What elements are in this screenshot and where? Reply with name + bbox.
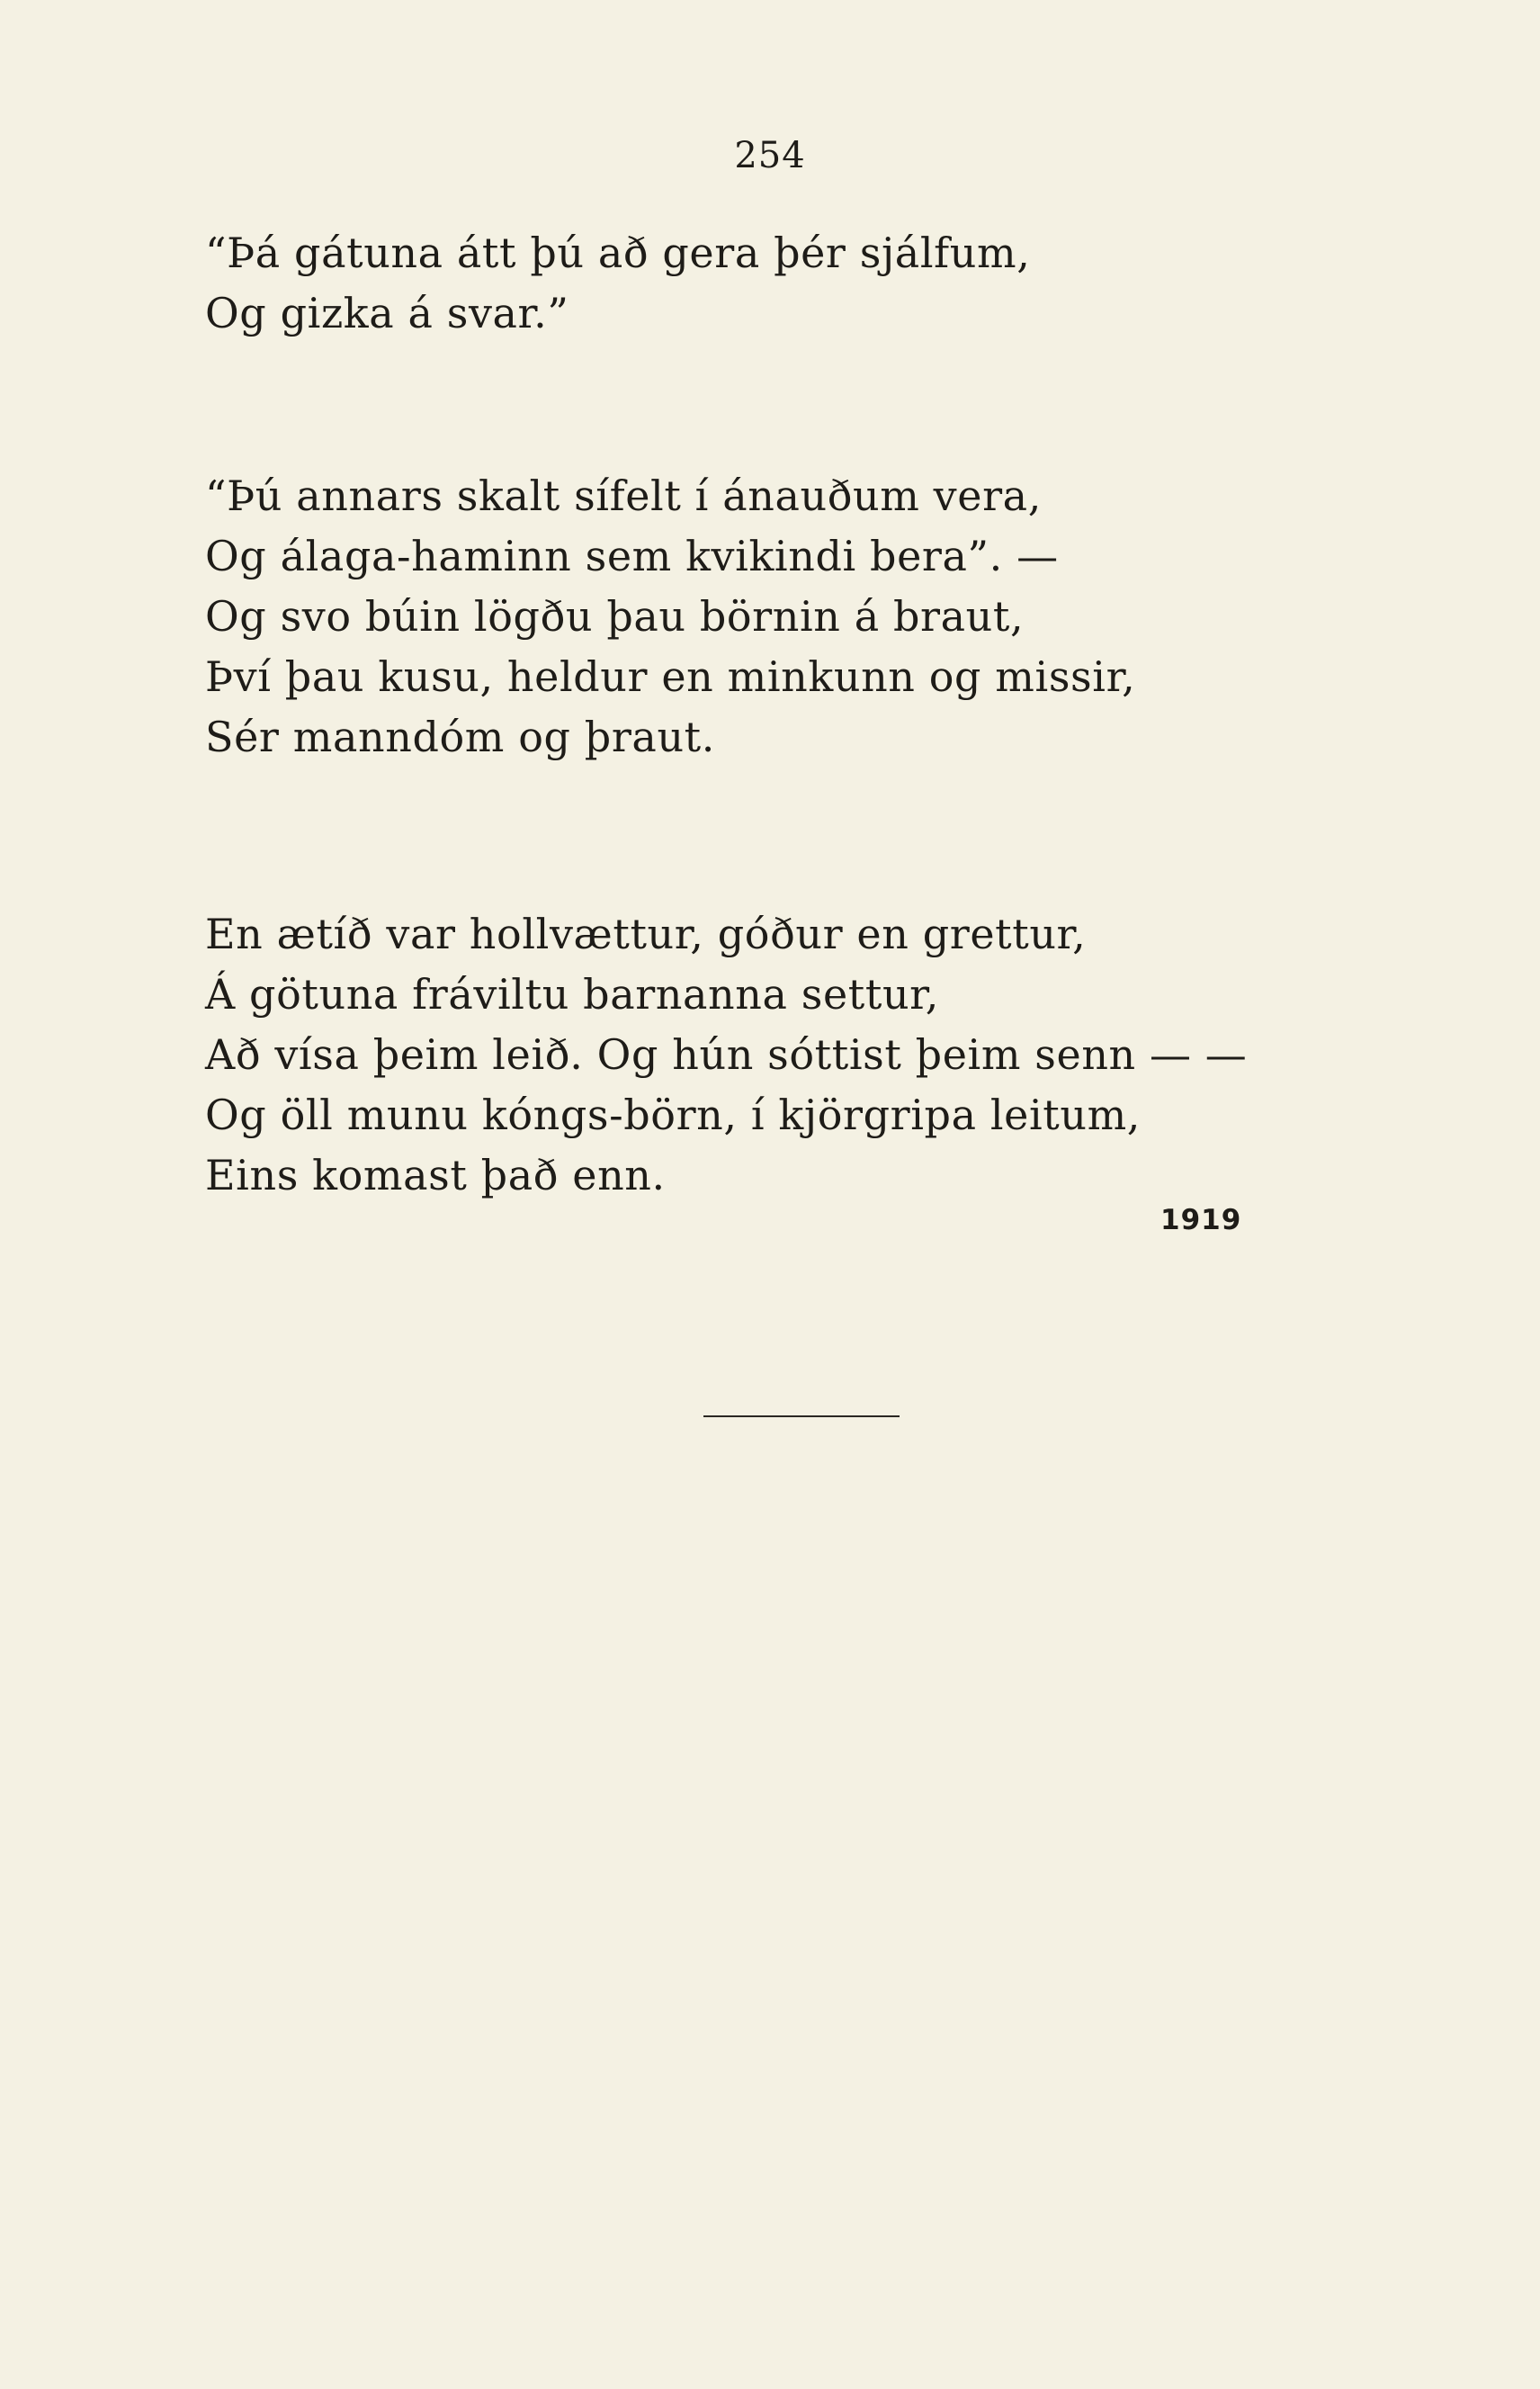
verse-line: Eins komast það enn.: [205, 1151, 666, 1199]
verse-line: Og svo búin lögðu þau börnin á braut,: [205, 592, 1025, 641]
verse-line: Og öll munu kóngs-börn, í kjörgripa leitum,: [205, 1091, 1142, 1139]
verse-line: “Þá gátuna átt þú að gera þér sjálfum,: [205, 229, 1031, 277]
verse-line: Og álaga-haminn sem kvikindi bera”. —: [205, 532, 1059, 580]
stanza: [205, 466, 1135, 768]
poem-year: 1919: [1160, 1204, 1242, 1236]
section-divider: [703, 1415, 900, 1417]
stanza: [205, 223, 1030, 344]
verse-line: Og gizka á svar.”: [205, 289, 569, 337]
verse-line: Að vísa þeim leið. Og hún sóttist þeim senn — —: [205, 1030, 1248, 1079]
page-number: 254: [734, 135, 806, 176]
verse-line: “Þú annars skalt sífelt í ánauðum vera,: [205, 472, 1042, 520]
verse-line: Sér manndóm og þraut.: [205, 713, 715, 761]
stanza: [205, 904, 1247, 1206]
verse-line: Á götuna fráviltu barnanna settur,: [205, 970, 939, 1019]
verse-line: En ætíð var hollvættur, góður en grettur,: [205, 910, 1087, 958]
verse-line: Því þau kusu, heldur en minkunn og missir,: [205, 652, 1136, 701]
